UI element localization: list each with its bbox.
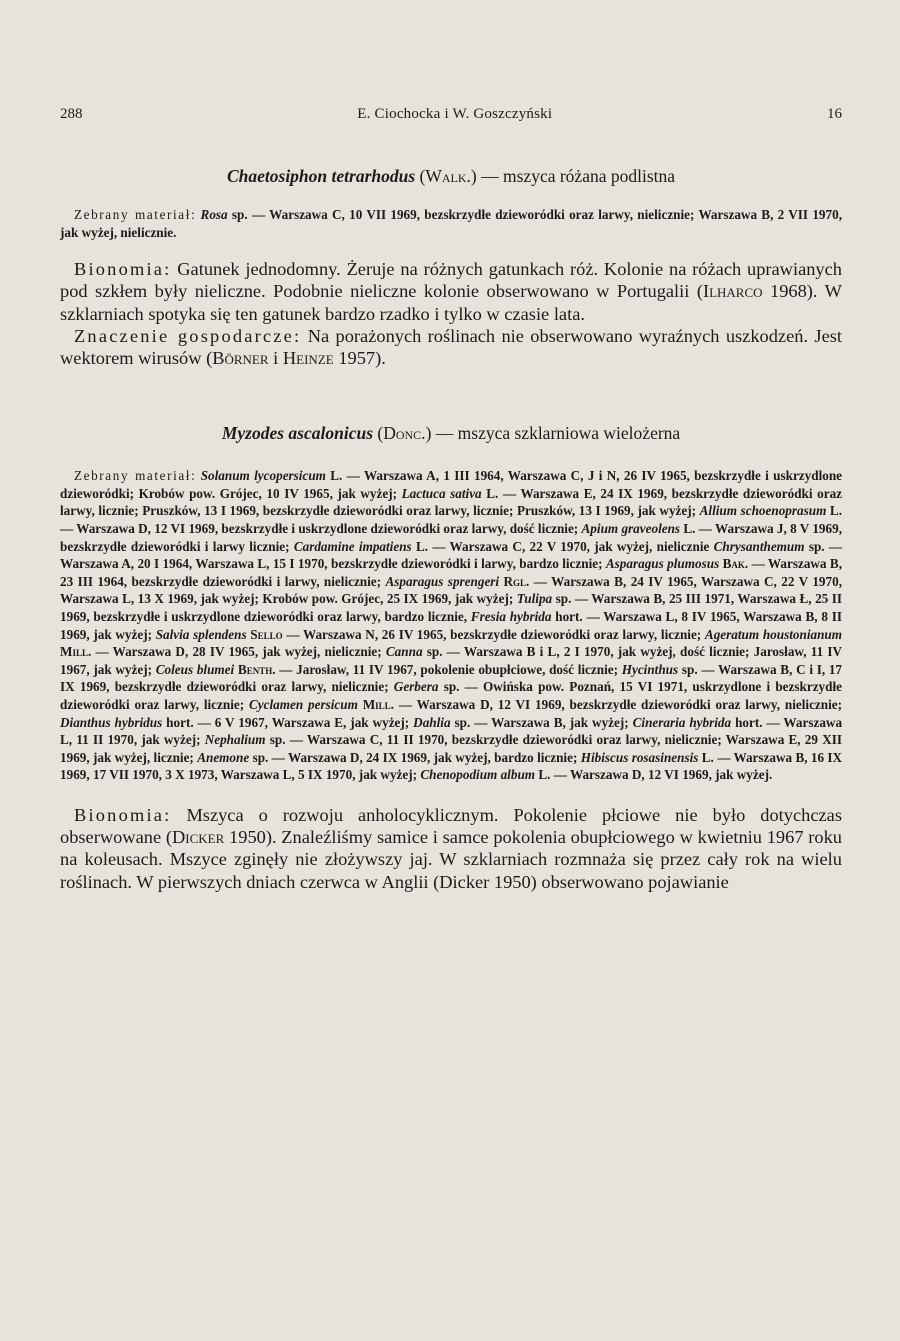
material-text: — Warszawa D, 28 IV 1965, jak wyżej, nielicznie; [95,644,382,660]
citation: Ilharco [702,281,763,302]
host-plant: Nephalium [204,732,266,748]
material-text: sp. — Warszawa C, 10 VII 1969, bezskrzydłe dzieworódki oraz larwy, nielicznie; Warszawa B, 2 VII 1970, jak wyżej, nielicznie. [60,207,843,240]
economic-significance-label: Znaczenie gospodarcze: [74,325,302,346]
host-plant: Rosa [200,207,228,222]
significance-text: Na porażonych roślinach nie obserwowano wyraźnych uszkodzeń. Jest wektorem wirusów ( [60,325,843,368]
taxon-author: Rgl. [503,573,530,589]
significance-text: 1957). [338,348,386,368]
material-text: sp. — Warszawa B, jak wyżej; [454,714,629,730]
taxon-author: Sello [250,626,283,642]
host-plant: Coleus blumei [155,661,235,677]
running-head [60,104,842,124]
material-text: sp. — Warszawa B i L, 2 I 1970, jak wyżej, dość licznie; Jarosław, 11 IV 1967, jak wyżej; [60,644,843,677]
material-text: — Warszawa N, 26 IV 1965, bezskrzydłe dzieworódki oraz larwy, licznie; [286,626,702,642]
material-text: L. — Warszawa E, 24 IX 1969, bezskrzydłe dzieworódki oraz larwy, licznie; Pruszków, 13 I 1969, bezskrzydłe dzieworódki oraz larwy, licznie; Pruszków, 13 I 1969, jak wyżej; [60,485,843,519]
host-plant: Cyclamen persicum [248,696,358,712]
host-plant: Ageratum houstonianum [704,626,842,642]
host-plant: Solanum lycopersicum [200,468,326,484]
material-text: L. — Warszawa C, 22 V 1970, jak wyżej, nielicznie [415,538,710,554]
host-plant: Salvia splendens [155,626,247,642]
host-plant: Anemone [197,749,250,765]
material-text: hort. — 6 V 1967, Warszawa E, jak wyżej; [166,714,410,730]
collected-material-1 [60,206,842,241]
material-text: — Warszawa B, 24 IV 1965, Warszawa C, 22 V 1970, Warszawa L, 13 X 1969, jak wyżej; Krobów pow. Grójec, 25 IX 1969, jak wyżej; [60,573,843,607]
conjunction: i [273,348,279,368]
taxon-author: Bak. [722,556,749,572]
species-author: Donc. [383,423,426,444]
citation: Heinze [282,348,334,368]
material-text: sp. — Warszawa D, 24 IX 1969, jak wyżej, bardzo licznie; [252,749,578,765]
host-plant: Fresia hybrida [470,608,552,624]
bionomics-paragraph-2 [60,804,842,893]
citation: Börner [212,348,269,368]
material-text: L. — Warszawa D, 12 VI 1969, jak wyżej. [538,767,773,783]
collected-material-2 [60,467,842,784]
citation: Dicker [172,827,225,848]
species-heading-chaetosiphon: Chaetosiphon tetrarhodus (Walk.) — mszyca różana podlistna [226,166,676,186]
material-text: L. — Warszawa B, 16 IX 1969, 17 VII 1970, 3 X 1973, Warszawa L, 5 IX 1970, jak wyżej; [60,749,843,783]
host-plant: Chrysanthemum [713,538,805,554]
collected-label: Zebrany materiał: [74,207,197,222]
host-plant: Dahlia [413,714,451,730]
taxon-author: Benth. [237,661,276,677]
host-plant: Cardamine impatiens [293,538,412,554]
host-plant: Lactuca sativa [401,485,482,501]
species-author: Walk. [425,166,471,186]
material-text: sp. — Warszawa B, 25 III 1971, Warszawa Ł, 25 II 1969, bezskrzydłe i uskrzydlone dzieworódki oraz larwy, bardzo licznie, [60,591,843,624]
host-plant: Gerbera [393,679,439,695]
material-text: — Jarosław, 11 IV 1967, pokolenie obupłciowe, dość licznie; [279,661,618,677]
economic-significance-paragraph [60,325,842,369]
bionomics-label: Bionomia: [74,804,172,825]
journal-page [60,104,842,893]
bionomics-text: 1968). W szklarniach spotyka się ten gatunek bardzo rzadko i tylko w czasie lata. [60,281,842,324]
taxon-author: Mill. [362,696,394,712]
host-plant: Tulipa [516,591,553,607]
host-plant: Asparagus plumosus [605,556,720,572]
species-latin-name: Chaetosiphon tetrarhodus [226,166,416,186]
taxon-author: Mill. [60,644,92,660]
host-plant: Canna [385,644,423,660]
material-text: sp. — Warszawa B, C i I, 17 IX 1969, bezskrzydłe dzieworódki oraz larwy, nielicznie; [60,661,843,695]
host-plant: Asparagus sprengeri [385,573,500,589]
material-text: sp. — Owińska pow. Poznań, 15 VI 1971, uskrzydlone i bezskrzydłe dzieworódki oraz larwy, licznie; [60,679,843,712]
page-number: 288 [60,106,83,122]
host-plant: Dianthus hybridus [60,714,163,730]
host-plant: Hycinthus [621,661,679,677]
host-plant: Apium graveolens [581,520,681,536]
species-heading-myzodes: Myzodes ascalonicus (Donc.) — mszyca szklarniowa wielożerna [221,423,681,444]
collected-label: Zebrany materiał: [74,468,197,484]
material-text: L. — Warszawa A, 1 III 1964, Warszawa C, J i N, 26 IV 1965, bezskrzydłe i uskrzydlone dzieworódki; Krobów pow. Grójec, 10 IV 1965, jak wyżej; [60,468,843,501]
species-common-name: mszyca różana podlistna [503,166,676,186]
running-head-authors: E. Ciochocka i W. Goszczyński [357,106,553,122]
species-latin-name: Myzodes ascalonicus [221,423,373,444]
bionomics-label: Bionomia: [74,259,172,280]
material-text: L. — Warszawa J, 8 V 1969, bezskrzydłe dzieworódki i larwy licznie; [60,520,843,554]
chapter-mark: 16 [827,106,842,122]
material-text: sp. — Warszawa C, 11 II 1970, bezskrzydłe dzieworódki oraz larwy, nielicznie; Warszawa E, 29 XII 1969, jak wyżej, licznie; [60,732,842,765]
material-text: — Warszawa D, 12 VI 1969, bezskrzydłe dzieworódki oraz larwy, nielicznie; [398,696,843,712]
host-plant: Chenopodium album [420,767,536,783]
host-plant: Hibiscus rosasinensis [580,749,699,765]
material-text: L. — Warszawa D, 12 VI 1969, bezskrzydłe i uskrzydlone dzieworódki oraz larwy, dość licznie; [60,503,843,536]
bionomics-text: Mszyca o rozwoju anholocyklicznym. Pokolenie płciowe nie było dotychczas obserwowane ( [60,804,842,848]
bionomics-paragraph-1 [60,258,842,325]
host-plant: Cineraria hybrida [632,714,732,730]
material-text: — Warszawa B, 23 III 1964, bezskrzydłe dzieworódki i larwy, nielicznie; [60,556,843,589]
species-common-name: mszyca szklarniowa wielożerna [457,423,681,444]
bionomics-text: 1950). Znaleźliśmy samice i samce pokolenia obupłciowego w kwietniu 1967 roku na koleusach. Mszyce zginęły nie złożywszy jaj. W szklarniach rozmnaża się przez cały rok na wielu roślinach. W pierwszych dniach czerwca w Anglii (Dicker 1950) obserwowano pojawianie [60,827,842,892]
material-text: hort. — Warszawa L, 11 II 1970, jak wyżej; [60,714,843,748]
material-text: hort. — Warszawa L, 8 IV 1965, Warszawa B, 8 II 1969, jak wyżej; [60,608,842,642]
material-text: sp. — Warszawa A, 20 I 1964, Warszawa L, 15 I 1970, bezskrzydłe dzieworódki i larwy, bardzo licznie; [60,538,843,572]
host-plant: Allium schoenoprasum [699,503,827,519]
bionomics-text: Gatunek jednodomny. Żeruje na różnych gatunkach róż. Kolonie na różach uprawianych pod szkłem były nieliczne. Podobnie nieliczne kolonie obserwowano w Portugalii ( [60,259,842,302]
